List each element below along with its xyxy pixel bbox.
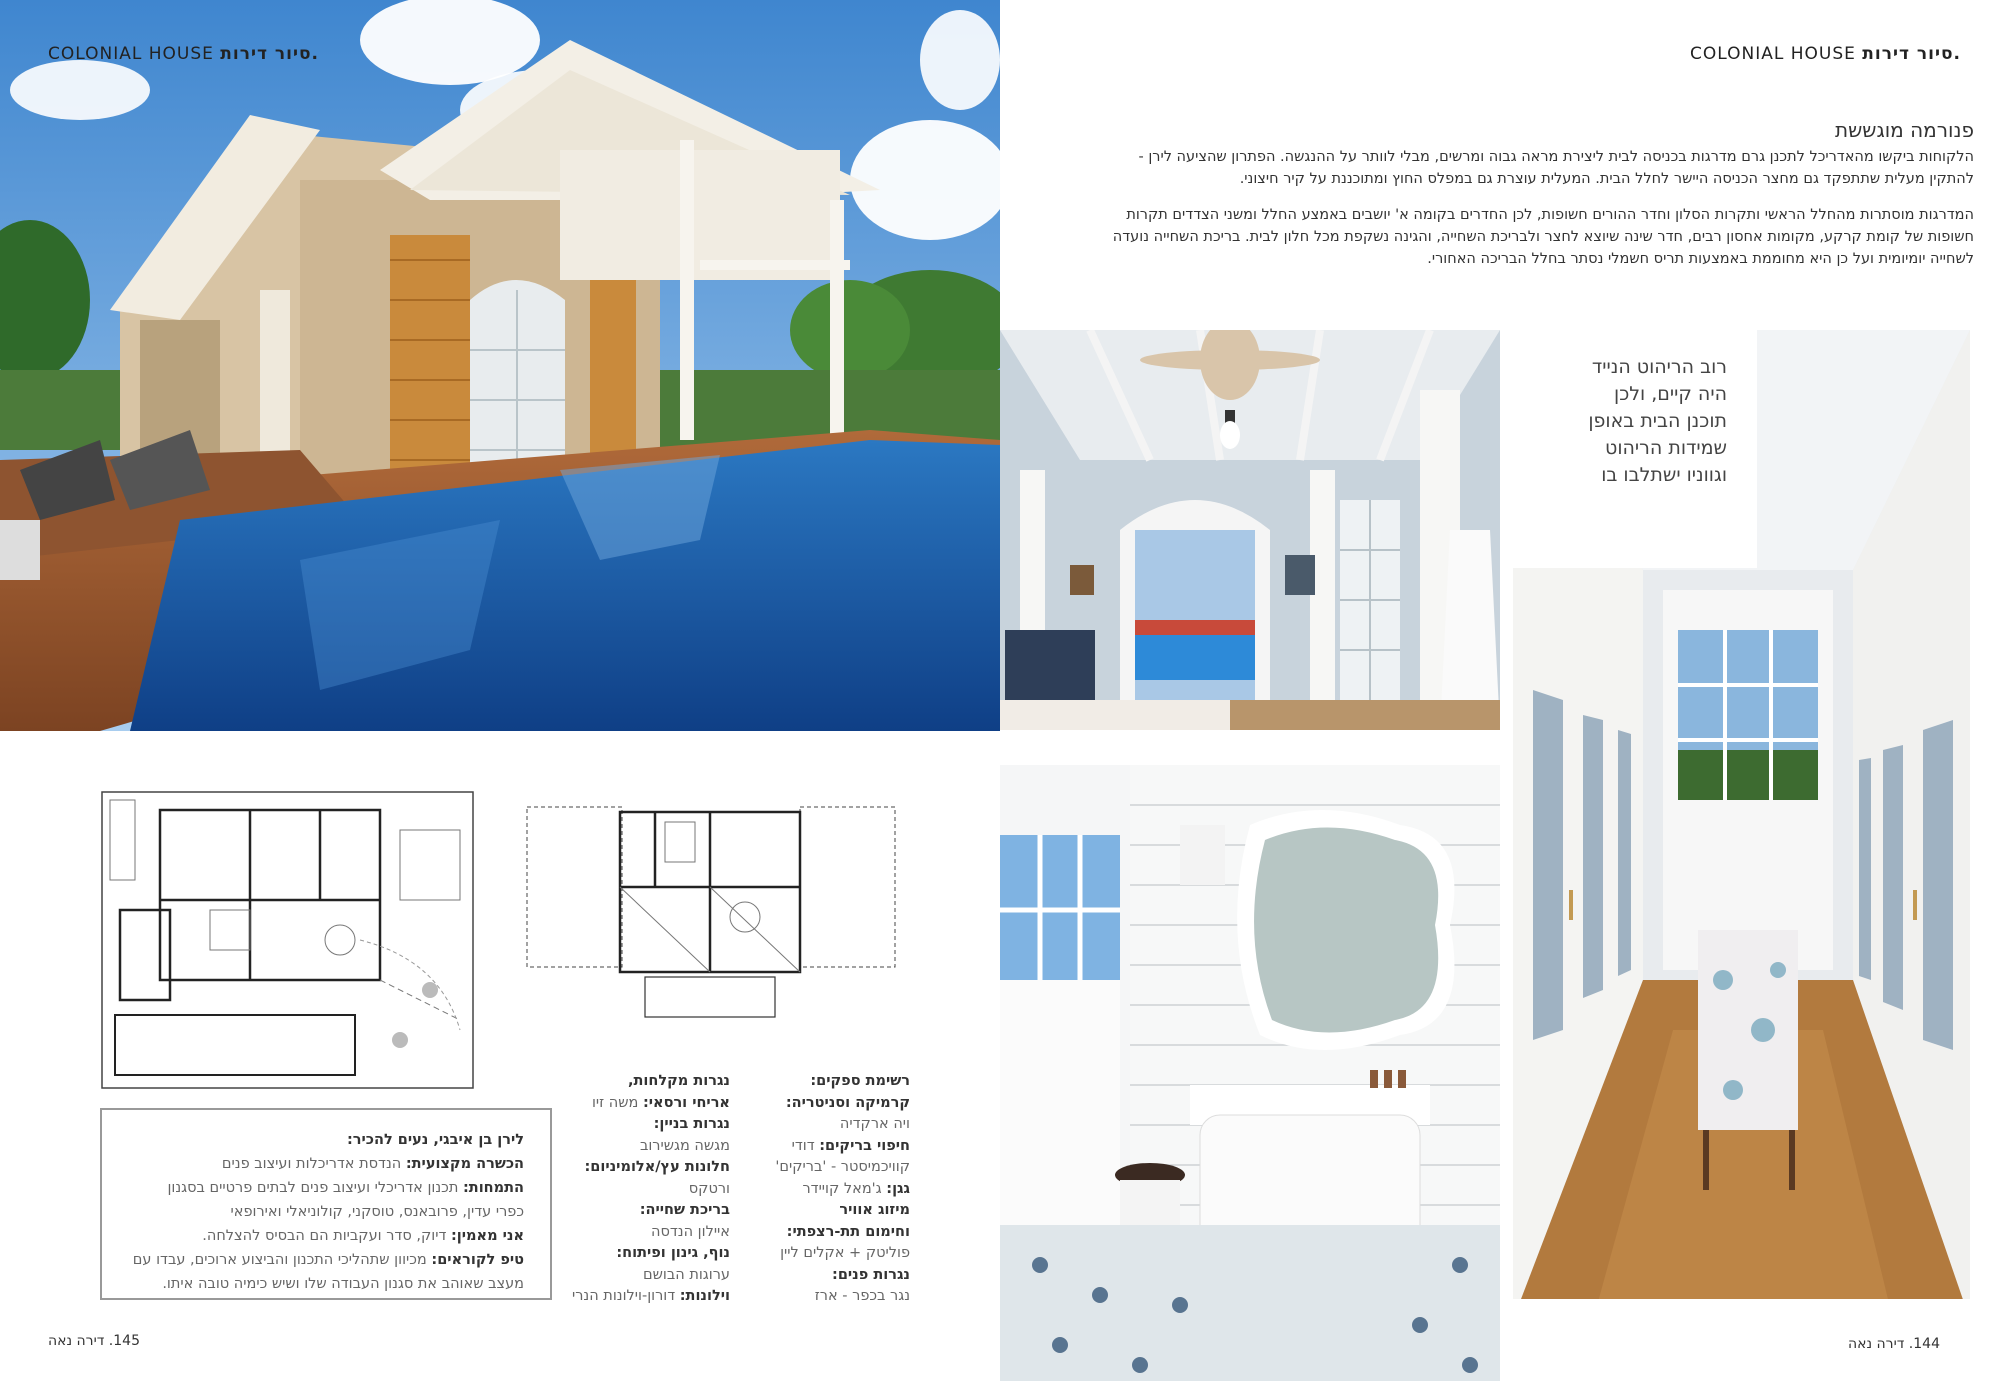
caption-line: היה קיים, ולכן (1614, 383, 1727, 405)
header-section: סיור דירות. (1862, 44, 1961, 64)
supplier-row: וילונות: דורון-וילונות הנרי (571, 1288, 730, 1304)
article-paragraph: המדרגות מוסתרות מהחלל הראשי ותקרות הסלון וחדר ההורים חשופות, לכן החדרים בקומה א' יושבים באמצע החלל ומשני הצדדים תקרות חשופות של קומת קרקע, מקומות אחסון רבים, חדר שינה שיוצא לחצר ולבריכת השחייה, והגינה נשקפת מכל חלון לבית. בריכת השחייה נועדה לשחייה יומיומית ועל כן היא מחוממת באמצעות תריס חשמלי נסתר בחלל הבריכה האחורי. (1112, 207, 1974, 267)
photo-bathroom (1000, 765, 1500, 1381)
article-paragraph: הלקוחות ביקשו מהאדריכל לתכנן גרם מדרגות בכניסה לבית ליצירת מראה גבוה ומרשים, מבלי לוותר על ההנגשה. הפתרון שהציעה לירן - להתקין מעלית שתתפקד גם מחצר הכניסה היישר לחלל הבית. המעלית עוצרת גם במפלס החוץ ומתוכננת על קיר חיצוני. (1138, 149, 1974, 187)
supplier-row: וחימום תת-רצפתי: (786, 1223, 910, 1240)
supplier-row: נגר בכפר - ארז (814, 1288, 910, 1304)
bio-line: טיפ לקוראים: מכיוון שתהליכי התכנון והביצוע ארוכים, עבדו עם (132, 1252, 524, 1268)
supplier-row: חיפוי בריקים: דודי (791, 1137, 910, 1154)
running-header-right (1690, 44, 1961, 64)
suppliers-column-right (740, 1071, 910, 1308)
supplier-row: איילון הנדסה (650, 1223, 730, 1240)
bio-line: לירן בן איבגי, נעים להכיר: (346, 1132, 524, 1148)
supplier-row: ורטקס (688, 1180, 730, 1197)
designer-bio-box (100, 1108, 552, 1300)
bio-line: מעצב שאוהב את סגנון העבודה שלו ושיש כימיה טובה איתו. (162, 1276, 524, 1292)
page-number-right: 144. דירה נאה (1847, 1336, 1940, 1352)
supplier-row: קרמיקה וסניטריה: (785, 1094, 910, 1111)
supplier-row: נגרות בניין: (653, 1116, 730, 1132)
photo-bedroom (1000, 330, 1500, 730)
supplier-row: קוויכמיסטר - 'בריקים' (775, 1159, 910, 1175)
bio-line: אני מאמין: דיוק, סדר ועקביות הם הבסיס להצלחה. (202, 1228, 524, 1244)
supplier-row: נוף, גינון ופיתוח: (616, 1245, 730, 1261)
running-header-left (48, 44, 319, 64)
bio-line: התמחות: תכנון אדריכלי ועיצוב פנים לבתים פרטיים בסגנון (167, 1180, 524, 1196)
supplier-row: רשימת ספקים: (810, 1073, 910, 1089)
bio-line: כפרי עדין, פרובאנס, טוסקני, קולוניאלי ואירופאי (230, 1204, 524, 1220)
suppliers-column-left (560, 1071, 730, 1308)
caption-line: שמידות הריהוט (1605, 437, 1727, 459)
header-section: סיור דירות. (220, 44, 319, 64)
supplier-row: נגרות מקלחות, (627, 1073, 730, 1089)
photo-house-exterior (0, 0, 1000, 731)
header-brand: COLONIAL HOUSE (48, 44, 214, 64)
page-number-left: 145. דירה נאה (47, 1333, 140, 1349)
supplier-row: מגשה מגשירוב (639, 1137, 730, 1154)
supplier-row: פוליטק + אקלים ליין (780, 1245, 910, 1261)
caption-line: תוכנן הבית באופן (1588, 410, 1727, 432)
caption-line: רוב הריהוט הנייד (1591, 356, 1727, 378)
supplier-row: בריכת שחייה: (639, 1202, 730, 1218)
supplier-row: מיזוג אוויר (839, 1202, 910, 1218)
supplier-row: נגרות פנים: (832, 1266, 910, 1283)
supplier-row: גגן: ג'מאל קויידר (802, 1180, 910, 1197)
bio-line: הכשרה מקצועית: הנדסת אדריכלות ועיצוב פנים (221, 1156, 524, 1172)
photo-caption-box (1504, 328, 1757, 568)
article-subheading: פנורמה מוגששת (1834, 118, 1974, 142)
supplier-row: אריחי ורסאי: משה זיו (591, 1094, 730, 1111)
supplier-row: ויה ארקדיה (839, 1116, 910, 1132)
floor-plan-upper (525, 797, 900, 1037)
floor-plan-ground (100, 790, 475, 1090)
supplier-row: ערוגות הבושם (643, 1266, 730, 1283)
supplier-row: חלונות עץ/אלומיניום: (584, 1159, 730, 1175)
caption-line: וגווניו ישתלבו בו (1601, 464, 1727, 486)
header-brand: COLONIAL HOUSE (1690, 44, 1856, 64)
article-text (1100, 118, 1974, 270)
